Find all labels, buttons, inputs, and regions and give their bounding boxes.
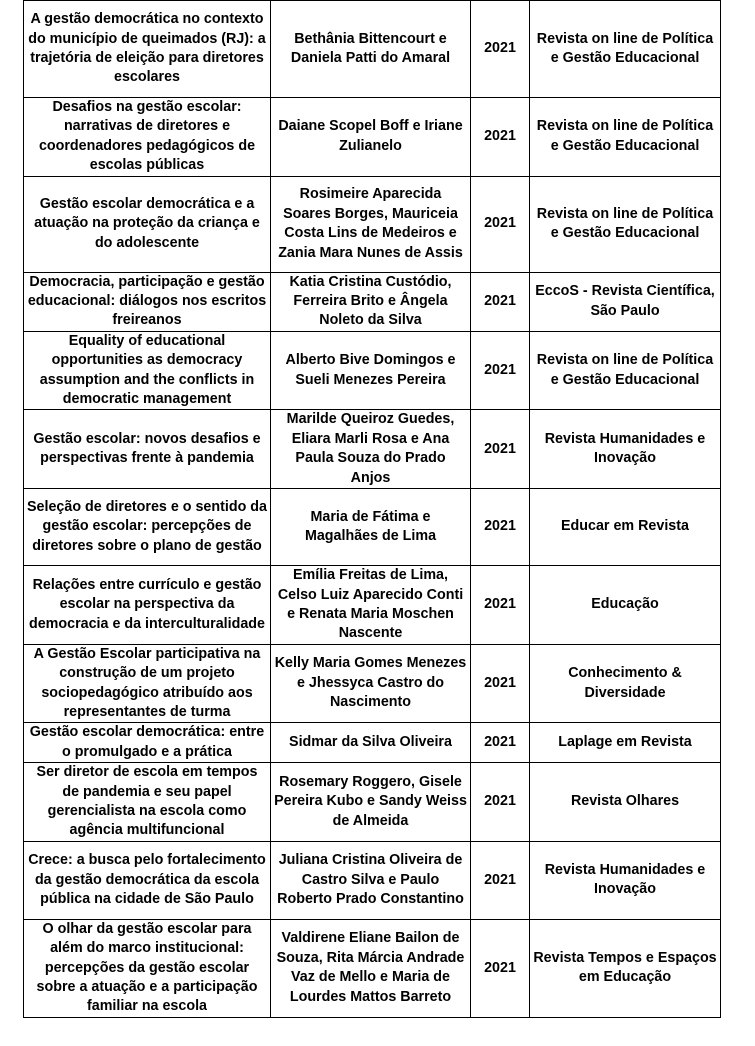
- cell-year: 2021: [471, 1, 530, 98]
- cell-title: Democracia, participação e gestão educacional: diálogos nos escritos freireanos: [24, 272, 271, 331]
- cell-title: Gestão escolar: novos desafios e perspectivas frente à pandemia: [24, 410, 271, 489]
- cell-year: 2021: [471, 489, 530, 566]
- cell-title: A Gestão Escolar participativa na construção de um projeto sociopedagógico atribuído aos representantes de turma: [24, 644, 271, 723]
- cell-title: Equality of educational opportunities as democracy assumption and the conflicts in democratic management: [24, 331, 271, 410]
- cell-authors: Valdirene Eliane Bailon de Souza, Rita Márcia Andrade Vaz de Mello e Maria de Lourdes Mattos Barreto: [271, 919, 471, 1017]
- cell-year: 2021: [471, 919, 530, 1017]
- cell-authors: Emília Freitas de Lima, Celso Luiz Aparecido Conti e Renata Maria Moschen Nascente: [271, 566, 471, 645]
- cell-journal: EccoS - Revista Científica, São Paulo: [530, 272, 721, 331]
- cell-year: 2021: [471, 98, 530, 177]
- cell-journal: Revista on line de Política e Gestão Educacional: [530, 1, 721, 98]
- cell-authors: Rosemary Roggero, Gisele Pereira Kubo e Sandy Weiss de Almeida: [271, 763, 471, 842]
- cell-year: 2021: [471, 566, 530, 645]
- cell-year: 2021: [471, 723, 530, 763]
- table-row: [24, 176, 721, 272]
- cell-journal: Educar em Revista: [530, 489, 721, 566]
- cell-title: Ser diretor de escola em tempos de pandemia e seu papel gerencialista na escola como agência multifuncional: [24, 763, 271, 842]
- cell-authors: Marilde Queiroz Guedes, Eliara Marli Rosa e Ana Paula Souza do Prado Anjos: [271, 410, 471, 489]
- cell-title: O olhar da gestão escolar para além do marco institucional: percepções da gestão escolar sobre a atuação e a participação familiar na escola: [24, 919, 271, 1017]
- cell-journal: Revista Tempos e Espaços em Educação: [530, 919, 721, 1017]
- cell-title: Desafios na gestão escolar: narrativas de diretores e coordenadores pedagógicos de escolas públicas: [24, 98, 271, 177]
- cell-journal: Revista Olhares: [530, 763, 721, 842]
- table-row: [24, 566, 721, 645]
- cell-authors: Daiane Scopel Boff e Iriane Zulianelo: [271, 98, 471, 177]
- cell-journal: Conhecimento & Diversidade: [530, 644, 721, 723]
- cell-title: Gestão escolar democrática: entre o promulgado e a prática: [24, 723, 271, 763]
- cell-authors: Rosimeire Aparecida Soares Borges, Mauriceia Costa Lins de Medeiros e Zania Mara Nunes de Assis: [271, 176, 471, 272]
- cell-journal: Revista Humanidades e Inovação: [530, 410, 721, 489]
- cell-title: Seleção de diretores e o sentido da gestão escolar: percepções de diretores sobre o plano de gestão: [24, 489, 271, 566]
- cell-authors: Alberto Bive Domingos e Sueli Menezes Pereira: [271, 331, 471, 410]
- cell-year: 2021: [471, 841, 530, 919]
- cell-authors: Juliana Cristina Oliveira de Castro Silva e Paulo Roberto Prado Constantino: [271, 841, 471, 919]
- table-row: [24, 410, 721, 489]
- cell-authors: Katia Cristina Custódio, Ferreira Brito e Ângela Noleto da Silva: [271, 272, 471, 331]
- table-row: [24, 644, 721, 723]
- cell-year: 2021: [471, 763, 530, 842]
- cell-journal: Educação: [530, 566, 721, 645]
- cell-title: Crece: a busca pelo fortalecimento da gestão democrática da escola pública na cidade de São Paulo: [24, 841, 271, 919]
- cell-year: 2021: [471, 410, 530, 489]
- cell-title: Relações entre currículo e gestão escolar na perspectiva da democracia e da interculturalidade: [24, 566, 271, 645]
- table-row: [24, 841, 721, 919]
- cell-journal: Revista Humanidades e Inovação: [530, 841, 721, 919]
- cell-authors: Sidmar da Silva Oliveira: [271, 723, 471, 763]
- cell-title: Gestão escolar democrática e a atuação na proteção da criança e do adolescente: [24, 176, 271, 272]
- references-table: [23, 0, 721, 1018]
- table-row: [24, 331, 721, 410]
- table-row: [24, 919, 721, 1017]
- cell-title: A gestão democrática no contexto do município de queimados (RJ): a trajetória de eleição para diretores escolares: [24, 1, 271, 98]
- table-row: [24, 763, 721, 842]
- cell-authors: Kelly Maria Gomes Menezes e Jhessyca Castro do Nascimento: [271, 644, 471, 723]
- table-row: [24, 723, 721, 763]
- cell-year: 2021: [471, 176, 530, 272]
- references-table-body: [24, 1, 721, 1018]
- cell-authors: Bethânia Bittencourt e Daniela Patti do Amaral: [271, 1, 471, 98]
- cell-journal: Laplage em Revista: [530, 723, 721, 763]
- table-row: [24, 98, 721, 177]
- cell-journal: Revista on line de Política e Gestão Educacional: [530, 98, 721, 177]
- cell-year: 2021: [471, 272, 530, 331]
- table-row: [24, 489, 721, 566]
- cell-year: 2021: [471, 331, 530, 410]
- cell-journal: Revista on line de Política e Gestão Educacional: [530, 331, 721, 410]
- table-row: [24, 1, 721, 98]
- table-row: [24, 272, 721, 331]
- cell-year: 2021: [471, 644, 530, 723]
- cell-journal: Revista on line de Política e Gestão Educacional: [530, 176, 721, 272]
- cell-authors: Maria de Fátima e Magalhães de Lima: [271, 489, 471, 566]
